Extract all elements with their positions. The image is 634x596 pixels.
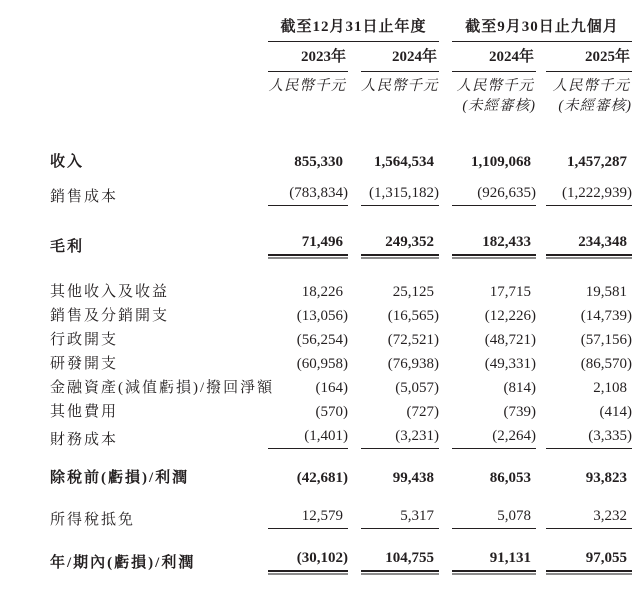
table-row [0, 380, 634, 397]
row-label: 收入 [50, 154, 85, 170]
value-cell: (48,721) [484, 332, 536, 348]
row-label: 除稅前(虧損)/利潤 [50, 470, 190, 486]
value-cell: (30,102) [268, 550, 348, 572]
value-cell: (57,156) [580, 332, 632, 348]
value-cell: (783,834) [268, 185, 348, 206]
value-cell: (814) [503, 380, 536, 396]
value-cell: 1,457,287 [567, 154, 627, 170]
value-cell: 855,330 [294, 154, 343, 170]
column-group-nine-months-sep30: 截至9月30日止九個月 [452, 19, 632, 42]
value-cell: (570) [315, 404, 348, 420]
table-row [0, 428, 634, 449]
column-year-header: 2025年 [546, 49, 632, 72]
value-cell: (76,938) [387, 356, 439, 372]
table-row [0, 185, 634, 206]
value-cell: 18,226 [301, 284, 343, 300]
row-label: 銷售及分銷開支 [50, 308, 170, 324]
row-label: 年/期內(虧損)/利潤 [50, 555, 196, 571]
column-year-header: 2024年 [452, 49, 536, 72]
table-row [0, 508, 634, 529]
value-cell: (3,231) [361, 428, 439, 449]
table-row [0, 154, 634, 171]
row-label: 其他費用 [50, 404, 119, 420]
row-label: 行政開支 [50, 332, 119, 348]
value-cell: (3,335) [546, 428, 632, 449]
value-cell: (72,521) [387, 332, 439, 348]
value-cell: 19,581 [585, 284, 627, 300]
table-row [0, 284, 634, 301]
table-row [0, 234, 634, 256]
value-cell: 71,496 [268, 234, 348, 256]
value-cell: 234,348 [546, 234, 632, 256]
table-row [0, 550, 634, 572]
value-cell: 25,125 [392, 284, 434, 300]
value-cell: 182,433 [452, 234, 536, 256]
value-cell: (16,565) [387, 308, 439, 324]
row-label: 財務成本 [50, 432, 119, 448]
value-cell: 1,564,534 [374, 154, 434, 170]
value-cell: (2,264) [452, 428, 536, 449]
table-body [0, 154, 634, 572]
row-label: 金融資產(減值虧損)/撥回淨額 [50, 380, 275, 396]
value-cell: 5,317 [361, 508, 439, 529]
value-cell: (5,057) [395, 380, 439, 396]
value-cell: (1,401) [268, 428, 348, 449]
value-cell: (14,739) [580, 308, 632, 324]
currency-unit-row [0, 78, 634, 95]
currency-unit-label: 人民幣千元 [361, 78, 439, 94]
row-label: 研發開支 [50, 356, 119, 372]
value-cell: 97,055 [546, 550, 632, 572]
value-cell: (926,635) [452, 185, 536, 206]
value-cell: 93,823 [585, 470, 627, 486]
currency-unit-label: 人民幣千元 [456, 78, 534, 94]
unaudited-note-label: (未經審核) [558, 98, 632, 114]
column-group-year-ended-dec31: 截至12月31日止年度 [268, 19, 439, 42]
value-cell: (1,222,939) [546, 185, 632, 206]
value-cell: (60,958) [296, 356, 348, 372]
value-cell: 17,715 [489, 284, 531, 300]
value-cell: (86,570) [580, 356, 632, 372]
value-cell: 86,053 [489, 470, 531, 486]
table-row [0, 470, 634, 487]
row-label: 銷售成本 [50, 189, 119, 205]
table-row [0, 356, 634, 373]
value-cell: 99,438 [392, 470, 434, 486]
value-cell: (1,315,182) [361, 185, 439, 206]
value-cell: 104,755 [361, 550, 439, 572]
value-cell: 249,352 [361, 234, 439, 256]
table-row [0, 332, 634, 349]
value-cell: (49,331) [484, 356, 536, 372]
row-label: 毛利 [50, 239, 85, 255]
value-cell: 1,109,068 [471, 154, 531, 170]
currency-unit-label: 人民幣千元 [268, 78, 346, 94]
column-year-header: 2023年 [268, 49, 348, 72]
value-cell: 3,232 [546, 508, 632, 529]
value-cell: (739) [503, 404, 536, 420]
table-row [0, 404, 634, 421]
value-cell: 12,579 [268, 508, 348, 529]
unaudited-note-row [0, 98, 634, 115]
value-cell: (727) [406, 404, 439, 420]
value-cell: 91,131 [452, 550, 536, 572]
value-cell: (12,226) [484, 308, 536, 324]
table-header [0, 19, 634, 115]
currency-unit-label: 人民幣千元 [552, 78, 630, 94]
row-label: 其他收入及收益 [50, 284, 170, 300]
value-cell: (42,681) [296, 470, 348, 486]
value-cell: (164) [315, 380, 348, 396]
unaudited-note-label: (未經審核) [462, 98, 536, 114]
column-group-row [0, 19, 634, 42]
row-label: 所得稅抵免 [50, 512, 136, 528]
value-cell: (56,254) [296, 332, 348, 348]
value-cell: (13,056) [296, 308, 348, 324]
value-cell: 2,108 [593, 380, 627, 396]
value-cell: (414) [599, 404, 632, 420]
value-cell: 5,078 [452, 508, 536, 529]
table-row [0, 308, 634, 325]
year-header-row [0, 49, 634, 72]
column-year-header: 2024年 [361, 49, 439, 72]
